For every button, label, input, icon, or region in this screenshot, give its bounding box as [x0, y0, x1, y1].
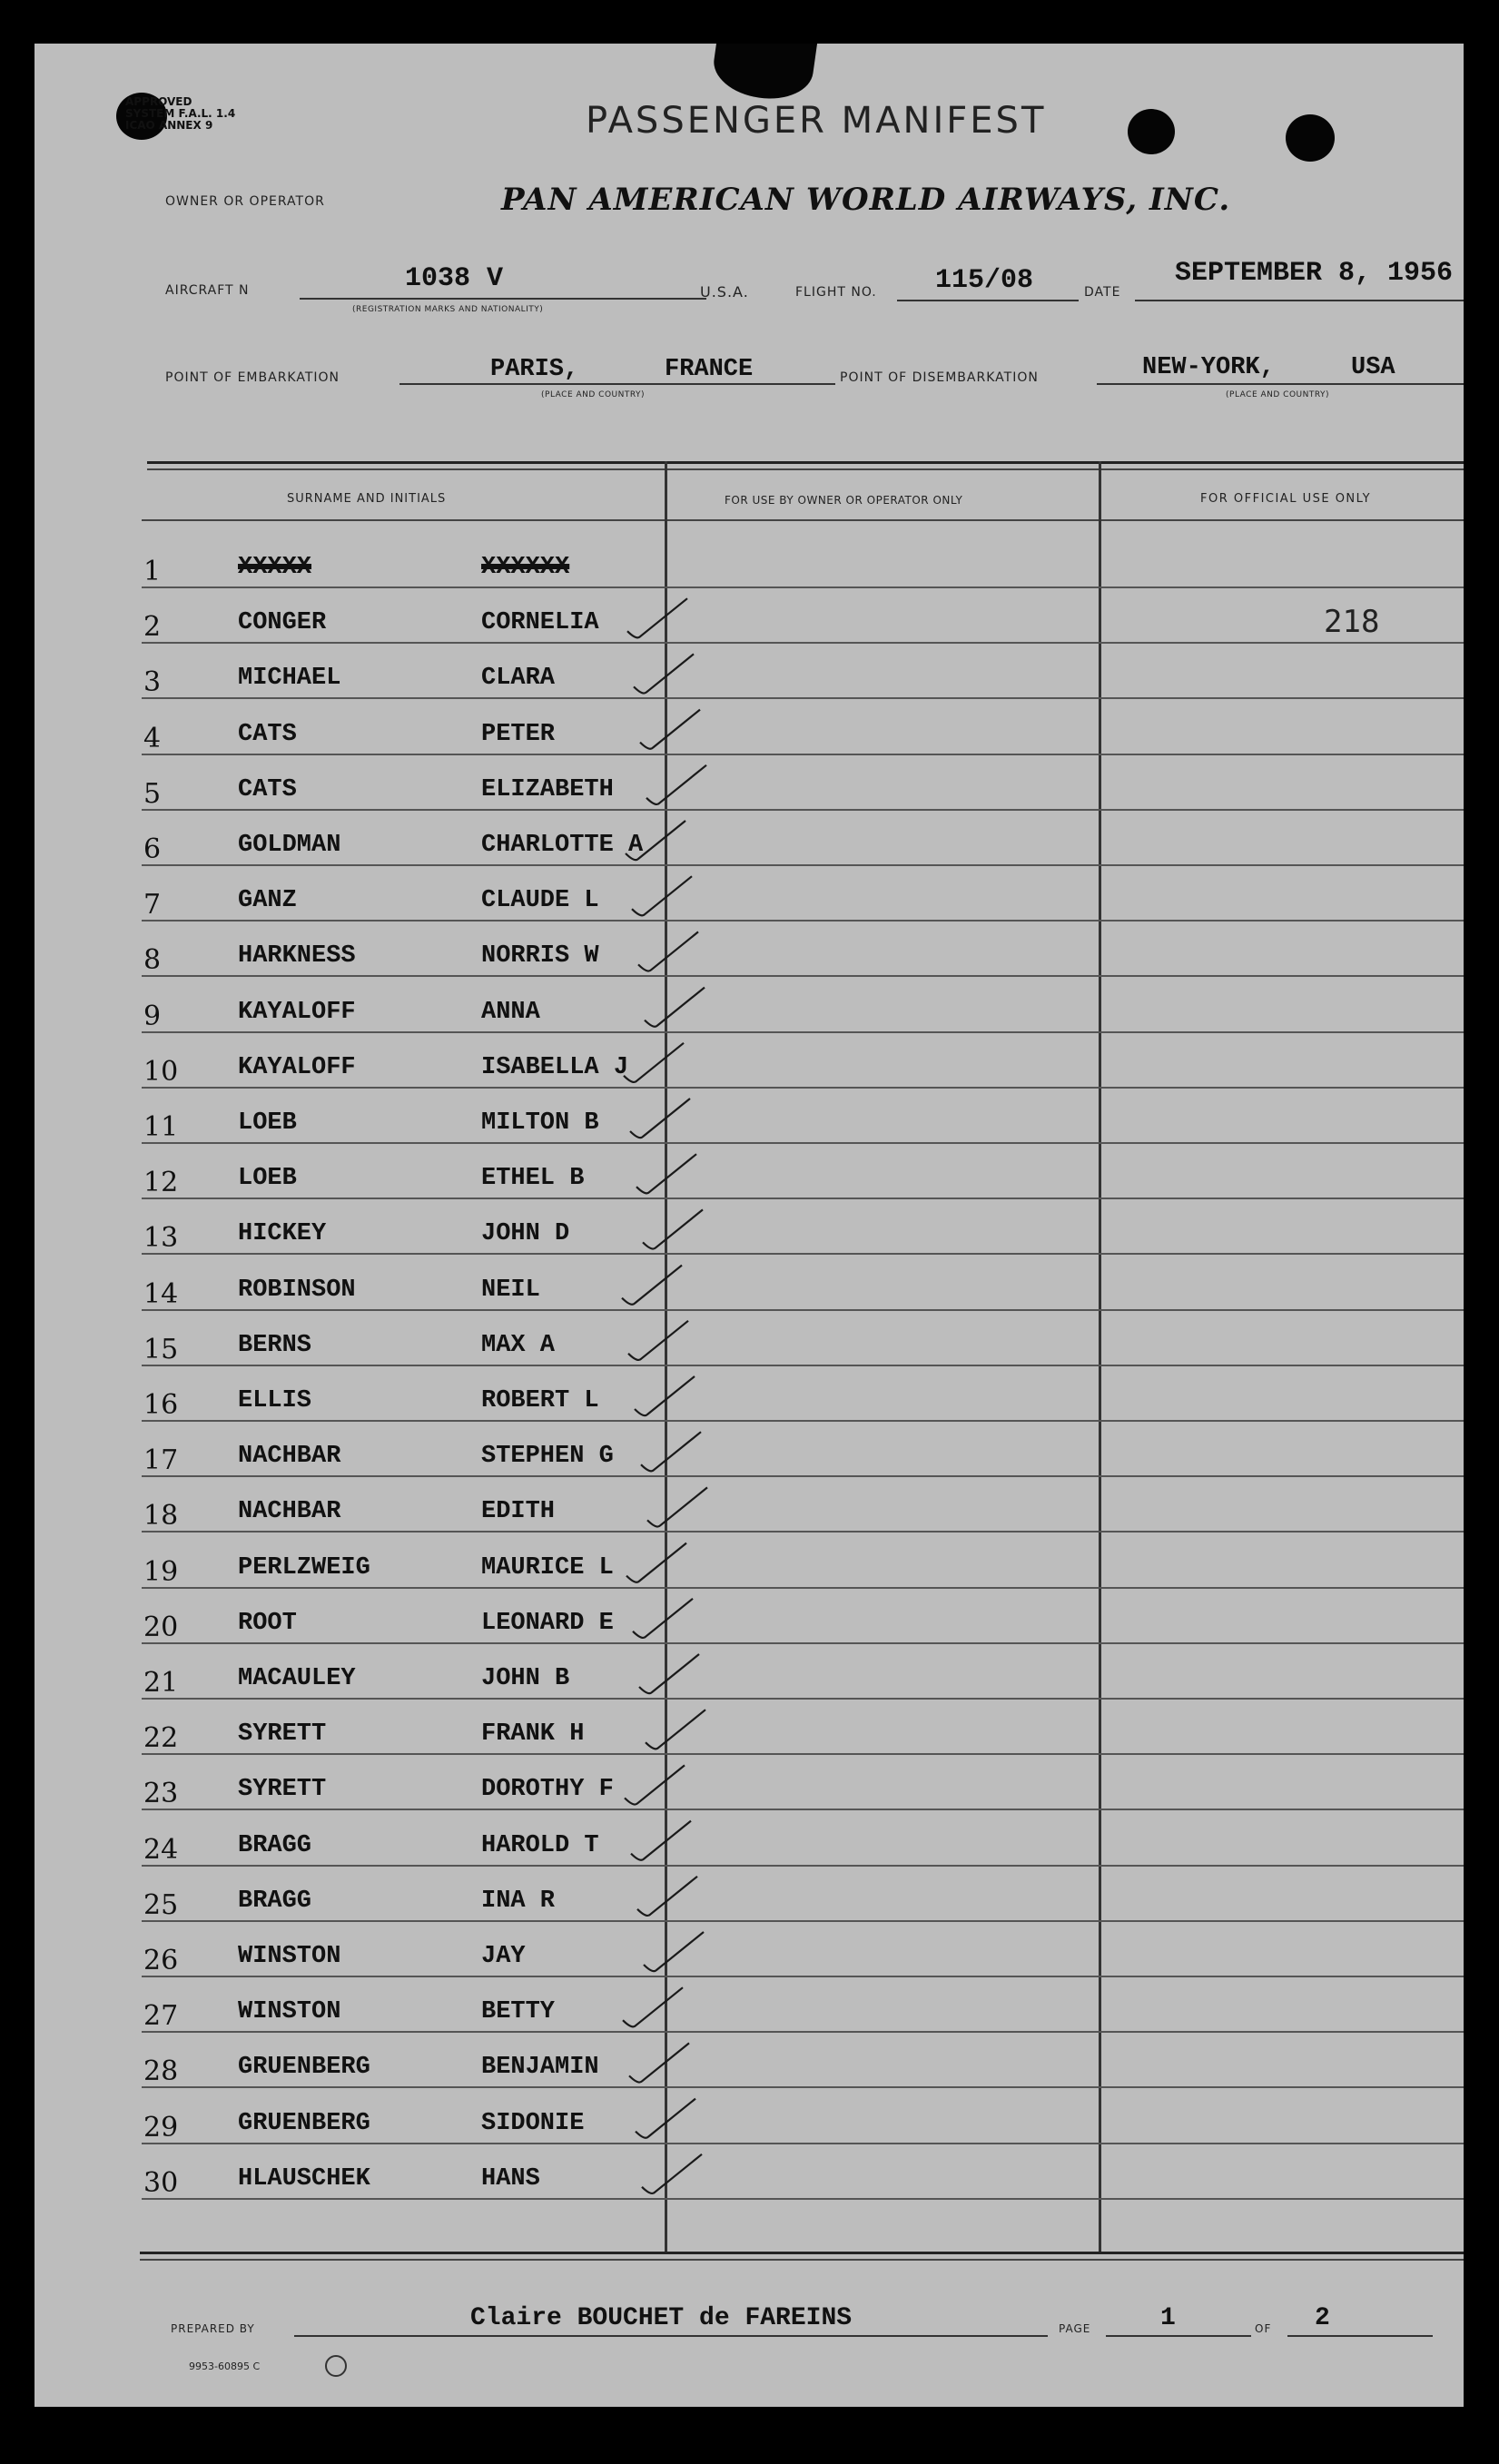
check-mark — [622, 1266, 682, 1305]
passenger-given-names: JOHN D — [481, 1220, 570, 1248]
check-mark — [647, 1487, 707, 1526]
check-mark — [646, 765, 706, 804]
check-mark — [646, 1710, 705, 1749]
passenger-given-names: MAURICE L — [481, 1553, 614, 1582]
row-line — [142, 1531, 1464, 1533]
stamp-line: SYSTEM F.A.L. 1.4 — [125, 107, 236, 120]
check-mark — [629, 2043, 689, 2082]
date-value: SEPTEMBER 8, 1956 — [1175, 258, 1454, 289]
official-use-entry: 218 — [1324, 604, 1380, 641]
check-mark — [644, 1932, 704, 1971]
row-line — [142, 1976, 1464, 1977]
row-number: 14 — [143, 1277, 179, 1310]
check-mark — [628, 1321, 688, 1360]
row-number: 22 — [143, 1722, 179, 1755]
disembarkation-caption: (PLACE AND COUNTRY) — [1226, 390, 1330, 399]
row-number: 7 — [143, 889, 162, 922]
row-line — [142, 1142, 1464, 1144]
embarkation-country: FRANCE — [665, 356, 754, 383]
row-number: 27 — [143, 2000, 179, 2033]
passenger-given-names: SIDONIE — [481, 2109, 585, 2137]
row-line — [142, 2031, 1464, 2033]
flight-label: FLIGHT NO. — [795, 285, 877, 300]
check-mark — [630, 1099, 690, 1138]
passenger-surname: CATS — [238, 720, 297, 748]
passenger-surname: GRUENBERG — [238, 2054, 370, 2082]
passenger-surname: GANZ — [238, 887, 297, 915]
row-number: 2 — [143, 611, 162, 644]
passenger-surname: WINSTON — [238, 1943, 341, 1970]
passenger-given-names: NEIL — [481, 1276, 540, 1304]
form-number: 9953-60895 C — [189, 2361, 261, 2372]
passenger-surname: KAYALOFF — [238, 1053, 356, 1081]
passenger-surname: HARKNESS — [238, 942, 356, 971]
passenger-surname: CONGER — [238, 609, 327, 637]
aircraft-value: 1038 V — [405, 263, 504, 294]
row-number: 20 — [143, 1611, 179, 1643]
passenger-surname: LOEB — [238, 1109, 297, 1137]
passenger-surname: HICKEY — [238, 1220, 327, 1248]
table-top-rule — [147, 461, 1464, 464]
disembarkation-country: USA — [1351, 354, 1395, 381]
row-number: 16 — [143, 1389, 179, 1421]
row-number: 21 — [143, 1667, 179, 1699]
row-line — [142, 2086, 1464, 2088]
row-number: 28 — [143, 2055, 179, 2088]
page-underline — [1106, 2335, 1251, 2337]
page-label: PAGE — [1059, 2322, 1091, 2335]
passenger-given-names: CLAUDE L — [481, 887, 599, 915]
disembarkation-city: NEW-YORK, — [1142, 354, 1275, 381]
row-number: 25 — [143, 1888, 179, 1921]
passenger-given-names: INA R — [481, 1887, 556, 1915]
row-line — [142, 1753, 1464, 1755]
passenger-surname: KAYALOFF — [238, 998, 356, 1026]
passenger-surname: GOLDMAN — [238, 832, 341, 859]
row-number: 23 — [143, 1778, 179, 1810]
passenger-given-names: JAY — [481, 1943, 526, 1970]
passenger-surname: BRAGG — [238, 1887, 312, 1915]
punch-hole — [1128, 109, 1175, 154]
passenger-given-names: HAROLD T — [481, 1831, 599, 1859]
check-mark — [642, 2154, 702, 2193]
passenger-given-names: ANNA — [481, 998, 540, 1026]
row-number: 29 — [143, 2111, 179, 2144]
of-underline — [1287, 2335, 1433, 2337]
row-line — [142, 697, 1464, 699]
passenger-given-names: LEONARD E — [481, 1609, 614, 1637]
passenger-surname: NACHBAR — [238, 1443, 341, 1471]
row-line — [142, 1309, 1464, 1311]
row-number: 24 — [143, 1833, 179, 1866]
passenger-surname: MACAULEY — [238, 1665, 356, 1692]
passenger-given-names: MILTON B — [481, 1109, 599, 1137]
passenger-surname: WINSTON — [238, 1998, 341, 2026]
of-label: OF — [1255, 2322, 1272, 2335]
passenger-surname: ROOT — [238, 1609, 297, 1637]
passenger-given-names: ETHEL B — [481, 1165, 585, 1193]
flight-underline — [897, 300, 1079, 301]
date-label: DATE — [1084, 285, 1121, 300]
row-number: 8 — [143, 944, 162, 977]
passenger-surname: LOEB — [238, 1165, 297, 1193]
row-line — [142, 864, 1464, 866]
manifest-sheet — [35, 44, 1464, 2407]
row-number: 11 — [143, 1111, 179, 1143]
passenger-surname: ROBINSON — [238, 1276, 356, 1304]
passenger-given-names: CLARA — [481, 665, 556, 693]
column-header-names: SURNAME AND INITIALS — [287, 492, 447, 506]
check-mark — [639, 1654, 699, 1693]
check-mark — [633, 1599, 693, 1638]
prepared-by-underline — [294, 2335, 1048, 2337]
row-number: 17 — [143, 1444, 179, 1477]
row-line — [142, 754, 1464, 755]
date-underline — [1135, 300, 1464, 301]
passenger-surname: ELLIS — [238, 1387, 312, 1414]
row-line — [142, 2198, 1464, 2200]
check-mark — [634, 654, 694, 693]
torn-notch — [710, 44, 818, 104]
row-line — [142, 1198, 1464, 1199]
check-mark — [625, 1765, 685, 1804]
row-line — [142, 1865, 1464, 1867]
passenger-surname: HLAUSCHEK — [238, 2164, 370, 2193]
row-number: 30 — [143, 2166, 179, 2199]
passenger-given-names: HANS — [481, 2164, 540, 2193]
passenger-surname: BERNS — [238, 1331, 312, 1359]
column-header-owner-use: FOR USE BY OWNER OR OPERATOR ONLY — [725, 494, 963, 507]
column-divider — [665, 461, 667, 2252]
check-mark — [645, 988, 705, 1027]
disembarkation-label: POINT OF DISEMBARKATION — [840, 370, 1039, 385]
aircraft-label: AIRCRAFT N — [165, 283, 250, 298]
punch-hole — [1286, 114, 1335, 162]
table-bottom-rule — [140, 2252, 1464, 2254]
check-mark — [631, 1821, 691, 1860]
passenger-surname: MICHAEL — [238, 665, 341, 693]
passenger-surname: GRUENBERG — [238, 2109, 370, 2137]
of-value: 2 — [1315, 2304, 1330, 2332]
row-number: 26 — [143, 1945, 179, 1976]
aircraft-underline — [300, 298, 706, 300]
row-line — [142, 2143, 1464, 2144]
passenger-surname: XXXXX — [238, 554, 312, 581]
check-mark — [627, 598, 687, 637]
embarkation-label: POINT OF EMBARKATION — [165, 370, 340, 385]
row-number: 4 — [143, 722, 162, 754]
row-number: 6 — [143, 833, 162, 865]
prepared-by-value: Claire BOUCHET de FAREINS — [470, 2304, 853, 2332]
row-number: 19 — [143, 1555, 179, 1588]
row-line — [142, 920, 1464, 922]
row-line — [142, 1642, 1464, 1644]
passenger-given-names: ROBERT L — [481, 1387, 599, 1414]
flight-value: 115/08 — [935, 265, 1034, 296]
passenger-surname: BRAGG — [238, 1831, 312, 1859]
check-mark — [623, 1987, 683, 2026]
page-title: PASSENGER MANIFEST — [586, 100, 1047, 142]
page-value: 1 — [1160, 2304, 1176, 2332]
row-line — [142, 1698, 1464, 1700]
passenger-given-names: DOROTHY F — [481, 1776, 614, 1804]
disembarkation-underline — [1097, 383, 1464, 385]
row-line — [142, 1587, 1464, 1589]
row-number: 12 — [143, 1167, 179, 1199]
passenger-given-names: PETER — [481, 720, 556, 748]
embarkation-caption: (PLACE AND COUNTRY) — [541, 390, 646, 399]
row-number: 5 — [143, 777, 162, 810]
owner-value: PAN AMERICAN WORLD AIRWAYS, INC. — [501, 182, 1231, 218]
row-line — [142, 642, 1464, 644]
row-line — [142, 1253, 1464, 1255]
passenger-given-names: ISABELLA J — [481, 1053, 629, 1081]
usa-label: U.S.A. — [700, 283, 749, 301]
row-line — [142, 1087, 1464, 1089]
table-top-rule — [147, 468, 1464, 470]
row-number: 15 — [143, 1333, 179, 1365]
embarkation-city: PARIS, — [490, 356, 579, 383]
row-line — [142, 1420, 1464, 1422]
stamp-line: ICAO ANNEX 9 — [125, 119, 213, 132]
row-line — [142, 1920, 1464, 1922]
aircraft-caption: (REGISTRATION MARKS AND NATIONALITY) — [352, 305, 544, 314]
row-line — [142, 809, 1464, 811]
passenger-given-names: FRANK H — [481, 1720, 585, 1749]
row-line — [142, 975, 1464, 977]
passenger-surname: PERLZWEIG — [238, 1553, 370, 1582]
owner-label: OWNER OR OPERATOR — [165, 194, 325, 209]
row-line — [142, 1365, 1464, 1366]
passenger-given-names: XXXXXX — [481, 554, 570, 581]
check-mark — [626, 1543, 686, 1582]
check-mark — [632, 876, 692, 915]
row-line — [142, 586, 1464, 588]
check-mark — [637, 1877, 697, 1916]
passenger-surname: CATS — [238, 775, 297, 803]
passenger-given-names: BETTY — [481, 1998, 556, 2026]
passenger-given-names: MAX A — [481, 1331, 556, 1359]
header-underline — [142, 519, 1464, 521]
row-number: 10 — [143, 1055, 179, 1088]
row-line — [142, 1475, 1464, 1477]
row-number: 1 — [143, 556, 162, 587]
passenger-given-names: BENJAMIN — [481, 2054, 599, 2082]
stamp-line: APPROVED — [125, 95, 192, 108]
check-mark — [641, 1432, 701, 1471]
check-mark — [640, 710, 700, 749]
passenger-given-names: EDITH — [481, 1498, 556, 1526]
check-mark — [638, 931, 698, 971]
row-number: 13 — [143, 1222, 179, 1255]
row-line — [142, 1809, 1464, 1810]
column-header-official-use: FOR OFFICIAL USE ONLY — [1200, 492, 1372, 506]
passenger-surname: NACHBAR — [238, 1498, 341, 1526]
passenger-given-names: ELIZABETH — [481, 775, 614, 803]
table-bottom-rule — [140, 2259, 1464, 2261]
row-number: 9 — [143, 1000, 162, 1032]
check-mark — [643, 1209, 703, 1248]
passenger-surname: SYRETT — [238, 1720, 327, 1749]
approval-stamp — [125, 96, 235, 132]
column-divider — [1099, 461, 1101, 2252]
row-number: 18 — [143, 1500, 179, 1533]
passenger-given-names: CORNELIA — [481, 609, 599, 637]
row-line — [142, 1031, 1464, 1033]
passenger-given-names: NORRIS W — [481, 942, 599, 971]
row-number: 3 — [143, 666, 162, 699]
prepared-by-label: PREPARED BY — [171, 2322, 255, 2335]
check-mark — [624, 1043, 684, 1082]
passenger-given-names: STEPHEN G — [481, 1443, 614, 1471]
passenger-given-names: JOHN B — [481, 1665, 570, 1692]
passenger-given-names: CHARLOTTE A — [481, 832, 644, 859]
embarkation-underline — [399, 383, 835, 385]
passenger-surname: SYRETT — [238, 1776, 327, 1804]
union-label-icon — [325, 2355, 347, 2377]
